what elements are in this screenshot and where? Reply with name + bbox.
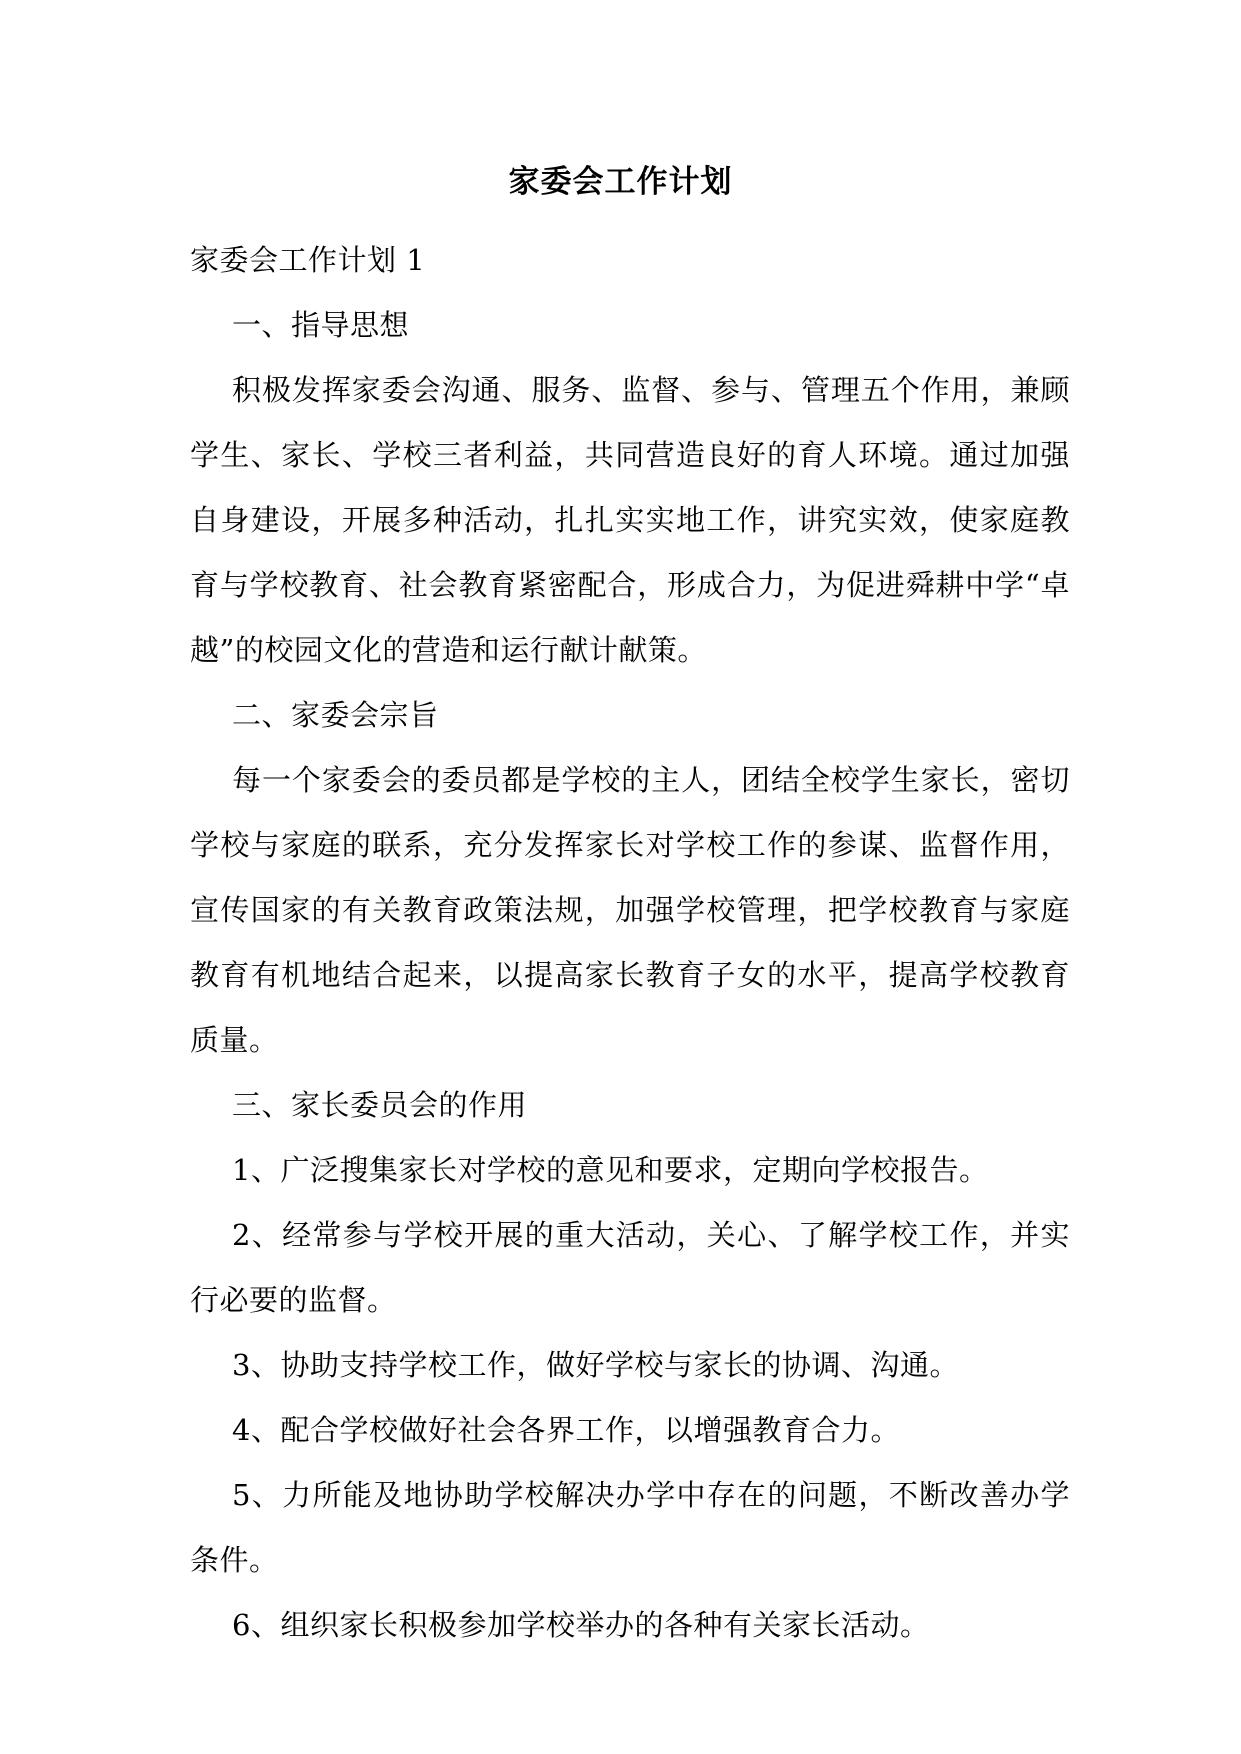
heading-guiding-ideology: 一、指导思想: [232, 308, 410, 342]
paragraph-guiding-ideology: 积极发挥家委会沟通、服务、监督、参与、管理五个作用，兼顾学生、家长、学校三者利益，共同营造良好的育人环境。通过加强自身建设，开展多种活动，扎扎实实地工作，讲究实效，使家庭教育与学校教育、社会教育紧密配合，形成合力，为促进舜耕中学“卓越”的校园文化的营造和运行献计献策。: [190, 373, 1070, 667]
document-body: [190, 228, 1070, 1658]
document-title: 家委会工作计划: [508, 164, 733, 200]
list-item-role-1: 1、广泛搜集家长对学校的意见和要求，定期向学校报告。: [232, 1153, 989, 1187]
list-item-role-5: 5、力所能及地协助学校解决办学中存在的问题，不断改善办学条件。: [190, 1478, 1070, 1577]
list-item-role-6: 6、组织家长积极参加学校举办的各种有关家长活动。: [232, 1608, 930, 1642]
section-subtitle: 家委会工作计划 1: [190, 243, 426, 277]
list-item-role-2: 2、经常参与学校开展的重大活动，关心、了解学校工作，并实行必要的监督。: [190, 1218, 1070, 1317]
list-item-role-3: 3、协助支持学校工作，做好学校与家长的协调、沟通。: [232, 1348, 959, 1382]
heading-roles: 三、家长委员会的作用: [232, 1088, 528, 1122]
list-item-role-4: 4、配合学校做好社会各界工作，以增强教育合力。: [232, 1413, 900, 1447]
heading-purpose: 二、家委会宗旨: [232, 698, 439, 732]
paragraph-purpose: 每一个家委会的委员都是学校的主人，团结全校学生家长，密切学校与家庭的联系，充分发挥家长对学校工作的参谋、监督作用，宣传国家的有关教育政策法规，加强学校管理，把学校教育与家庭教育有机地结合起来，以提高家长教育子女的水平，提高学校教育质量。: [190, 763, 1070, 1057]
